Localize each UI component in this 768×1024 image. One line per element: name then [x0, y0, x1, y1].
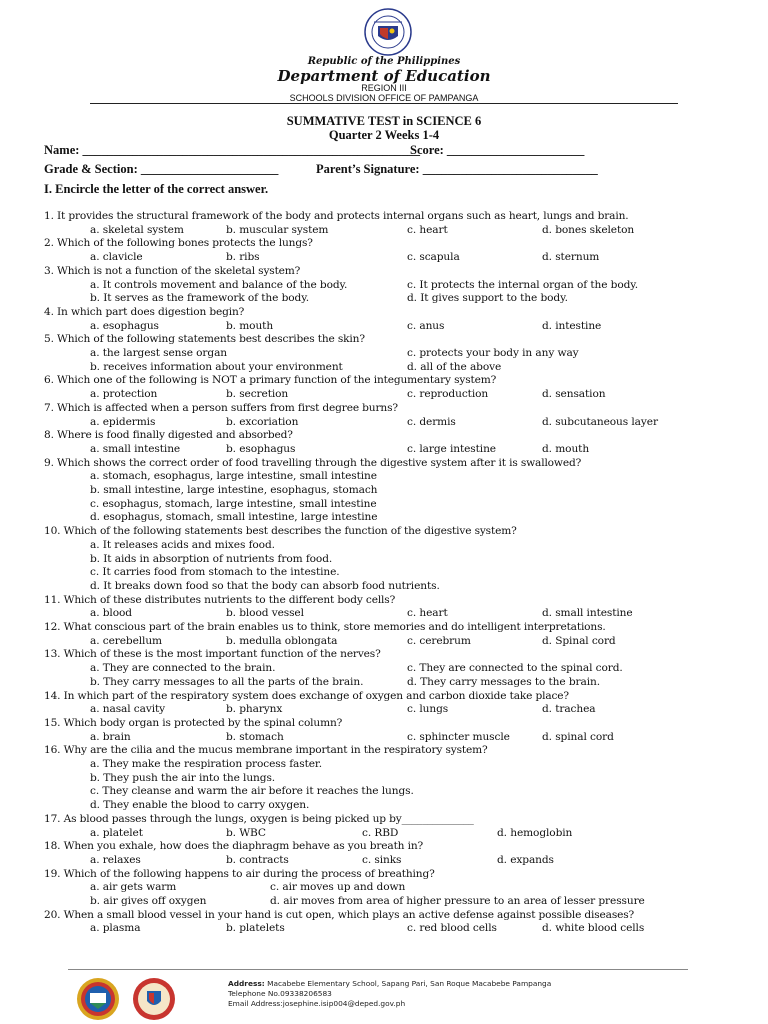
question-1-option[interactable]: c. heart	[407, 223, 448, 236]
question-3-option[interactable]: b. It serves as the framework of the body.	[90, 292, 309, 305]
question-5-option[interactable]: d. all of the above	[407, 360, 502, 373]
question-5-option[interactable]: b. receives information about your environment	[90, 360, 343, 373]
test-title: SUMMATIVE TEST in SCIENCE 6	[286, 114, 482, 128]
question-20-text: 20. When a small blood vessel in your hand is cut open, which plays an active defense against possible diseases?	[44, 908, 635, 921]
footer-telephone: Telephone No.09338206583	[228, 989, 332, 998]
question-8-option[interactable]: d. mouth	[542, 442, 590, 455]
header-divider	[90, 103, 678, 104]
question-6-option[interactable]: a. protection	[90, 388, 158, 401]
question-19-option[interactable]: d. air moves from area of higher pressure to an area of lesser pressure	[270, 895, 645, 907]
question-18-text: 18. When you exhale, how does the diaphragm behave as you breath in?	[44, 840, 424, 853]
question-7-option[interactable]: d. subcutaneous layer	[542, 415, 658, 428]
question-13-option[interactable]: d. They carry messages to the brain.	[407, 675, 600, 688]
question-10-option[interactable]: d. It breaks down food so that the body can absorb food nutrients.	[90, 579, 440, 592]
question-16-text: 16. Why are the cilia and the mucus membrane important in the respiratory system?	[44, 744, 488, 757]
question-14-option[interactable]: b. pharynx	[226, 703, 283, 716]
question-3-option[interactable]: d. It gives support to the body.	[407, 292, 568, 305]
question-19-option[interactable]: b. air gives off oxygen	[90, 895, 207, 907]
republic-heading: Republic of the Philippines	[307, 56, 461, 67]
question-7-option[interactable]: c. dermis	[407, 415, 456, 428]
question-11-option[interactable]: d. small intestine	[542, 607, 633, 620]
question-10-text: 10. Which of the following statements best describes the function of the digestive system?	[44, 525, 517, 538]
question-1-option[interactable]: b. muscular system	[226, 223, 329, 236]
instruction-text: I. Encircle the letter of the correct answer.	[44, 182, 269, 196]
question-15-option[interactable]: b. stomach	[226, 730, 284, 743]
question-7-text: 7. Which is affected when a person suffers from first degree burns?	[44, 401, 398, 414]
department-heading: Department of Education	[277, 67, 491, 85]
question-9-option[interactable]: b. small intestine, large intestine, esophagus, stomach	[90, 484, 378, 496]
score-field[interactable]: Score: ______________________	[410, 143, 585, 157]
question-11-option[interactable]: a. blood	[90, 607, 132, 620]
question-6-option[interactable]: d. sensation	[542, 388, 606, 401]
question-17-option[interactable]: d. hemoglobin	[497, 826, 573, 839]
question-11-option[interactable]: b. blood vessel	[226, 607, 304, 620]
question-10-option[interactable]: b. It aids in absorption of nutrients from food.	[90, 552, 333, 565]
question-8-text: 8. Where is food finally digested and absorbed?	[44, 429, 293, 442]
question-19-option[interactable]: a. air gets warm	[90, 881, 177, 894]
test-subtitle: Quarter 2 Weeks 1-4	[328, 128, 440, 142]
footer-email: Email Address:josephine.isip004@deped.gov.ph	[228, 999, 406, 1008]
question-15-option[interactable]: d. spinal cord	[542, 730, 614, 743]
question-13-option[interactable]: c. They are connected to the spinal cord.	[407, 662, 623, 675]
question-19-option[interactable]: c. air moves up and down	[270, 881, 406, 894]
question-8-option[interactable]: b. esophagus	[226, 442, 296, 455]
question-16-option[interactable]: c. They cleanse and warm the air before it reaches the lungs.	[90, 785, 414, 798]
question-18-option[interactable]: b. contracts	[226, 853, 289, 866]
question-11-option[interactable]: c. heart	[407, 607, 448, 620]
question-2-option[interactable]: b. ribs	[226, 251, 260, 264]
question-17-option[interactable]: a. platelet	[90, 826, 143, 839]
question-6-option[interactable]: b. secretion	[226, 388, 289, 401]
question-4-text: 4. In which part does digestion begin?	[44, 305, 245, 318]
question-18-option[interactable]: d. expands	[497, 853, 554, 866]
question-4-option[interactable]: b. mouth	[226, 319, 274, 332]
question-10-option[interactable]: c. It carries food from stomach to the intestine.	[90, 566, 340, 579]
question-10-option[interactable]: a. It releases acids and mixes food.	[90, 538, 275, 551]
question-15-text: 15. Which body organ is protected by the spinal column?	[44, 716, 343, 729]
question-12-option[interactable]: b. medulla oblongata	[226, 634, 338, 647]
question-20-option[interactable]: b. platelets	[226, 922, 285, 935]
footer-divider	[68, 969, 688, 970]
question-19-text: 19. Which of the following happens to air during the process of breathing?	[44, 867, 435, 880]
question-6-option[interactable]: c. reproduction	[407, 388, 489, 401]
question-12-option[interactable]: d. Spinal cord	[542, 634, 616, 647]
question-9-option[interactable]: c. esophagus, stomach, large intestine, small intestine	[90, 497, 377, 510]
question-1-text: 1. It provides the structural framework of the body and protects internal organs such as heart, lungs and brain.	[44, 210, 629, 222]
question-7-option[interactable]: b. excoriation	[226, 415, 299, 428]
question-2-text: 2. Which of the following bones protects the lungs?	[44, 237, 313, 250]
question-4-option[interactable]: d. intestine	[542, 319, 602, 332]
question-4-option[interactable]: a. esophagus	[90, 319, 159, 332]
school-logo-right	[132, 977, 176, 1021]
question-3-option[interactable]: c. It protects the internal organ of the body.	[407, 278, 639, 291]
question-17-option[interactable]: b. WBC	[226, 826, 266, 839]
question-18-option[interactable]: a. relaxes	[90, 853, 141, 866]
footer-address: Address: Macabebe Elementary School, Sapang Pari, San Roque Macabebe Pampanga	[228, 979, 552, 988]
division-heading: SCHOOLS DIVISION OFFICE OF PAMPANGA	[289, 93, 479, 103]
question-9-option[interactable]: d. esophagus, stomach, small intestine, large intestine	[90, 511, 378, 524]
question-5-option[interactable]: a. the largest sense organ	[90, 347, 228, 359]
question-5-option[interactable]: c. protects your body in any way	[407, 347, 579, 359]
question-2-option[interactable]: a. clavicle	[90, 251, 143, 264]
question-16-option[interactable]: d. They enable the blood to carry oxygen.	[90, 799, 310, 812]
question-3-text: 3. Which is not a function of the skeletal system?	[44, 264, 301, 277]
question-17-option[interactable]: c. RBD	[362, 826, 399, 839]
question-5-text: 5. Which of the following statements best describes the skin?	[44, 333, 365, 346]
question-20-option[interactable]: d. white blood cells	[542, 922, 645, 935]
question-11-text: 11. Which of these distributes nutrients to the different body cells?	[44, 593, 396, 606]
question-14-text: 14. In which part of the respiratory system does exchange of oxygen and carbon dioxide take place?	[44, 689, 569, 702]
question-2-option[interactable]: d. sternum	[542, 251, 600, 264]
question-12-option[interactable]: a. cerebellum	[90, 634, 162, 647]
question-15-option[interactable]: a. brain	[90, 730, 131, 743]
question-8-option[interactable]: c. large intestine	[407, 442, 496, 455]
question-20-option[interactable]: a. plasma	[90, 922, 141, 935]
question-6-text: 6. Which one of the following is NOT a primary function of the integumentary system?	[44, 374, 497, 387]
question-13-option[interactable]: b. They carry messages to all the parts of the brain.	[90, 675, 364, 688]
question-1-option[interactable]: a. skeletal system	[90, 223, 184, 236]
question-14-option[interactable]: a. nasal cavity	[90, 703, 166, 716]
question-12-option[interactable]: c. cerebrum	[407, 634, 471, 647]
question-13-text: 13. Which of these is the most important function of the nerves?	[44, 648, 381, 661]
region-heading: REGION III	[361, 83, 407, 93]
question-7-option[interactable]: a. epidermis	[90, 415, 156, 428]
question-17-text: 17. As blood passes through the lungs, oxygen is being picked up by______________	[44, 812, 474, 825]
question-2-option[interactable]: c. scapula	[407, 251, 460, 264]
name-field[interactable]: Name: ______________________________________________________	[44, 143, 421, 157]
question-9-option[interactable]: a. stomach, esophagus, large intestine, small intestine	[90, 470, 377, 483]
question-16-option[interactable]: a. They make the respiration process faster.	[90, 758, 322, 770]
grade-section-field[interactable]: Grade & Section: ______________________	[44, 162, 279, 176]
question-13-option[interactable]: a. They are connected to the brain.	[90, 662, 276, 675]
question-9-text: 9. Which shows the correct order of food travelling through the digestive system after it is swallowed?	[44, 456, 582, 469]
question-14-option[interactable]: c. lungs	[407, 703, 449, 716]
deped-seal-logo	[364, 8, 412, 56]
question-3-option[interactable]: a. It controls movement and balance of the body.	[90, 278, 348, 291]
question-8-option[interactable]: a. small intestine	[90, 442, 181, 455]
question-20-option[interactable]: c. red blood cells	[407, 922, 497, 935]
parent-signature-field[interactable]: Parent’s Signature: ____________________________	[316, 162, 598, 176]
question-16-option[interactable]: b. They push the air into the lungs.	[90, 771, 276, 784]
question-15-option[interactable]: c. sphincter muscle	[407, 730, 510, 743]
question-4-option[interactable]: c. anus	[407, 319, 445, 332]
question-1-option[interactable]: d. bones skeleton	[542, 223, 635, 236]
question-14-option[interactable]: d. trachea	[542, 703, 596, 716]
question-12-text: 12. What conscious part of the brain enables us to think, store memories and do intelligent interpretations.	[44, 621, 606, 633]
question-18-option[interactable]: c. sinks	[362, 853, 402, 866]
school-logo-left	[76, 977, 120, 1021]
